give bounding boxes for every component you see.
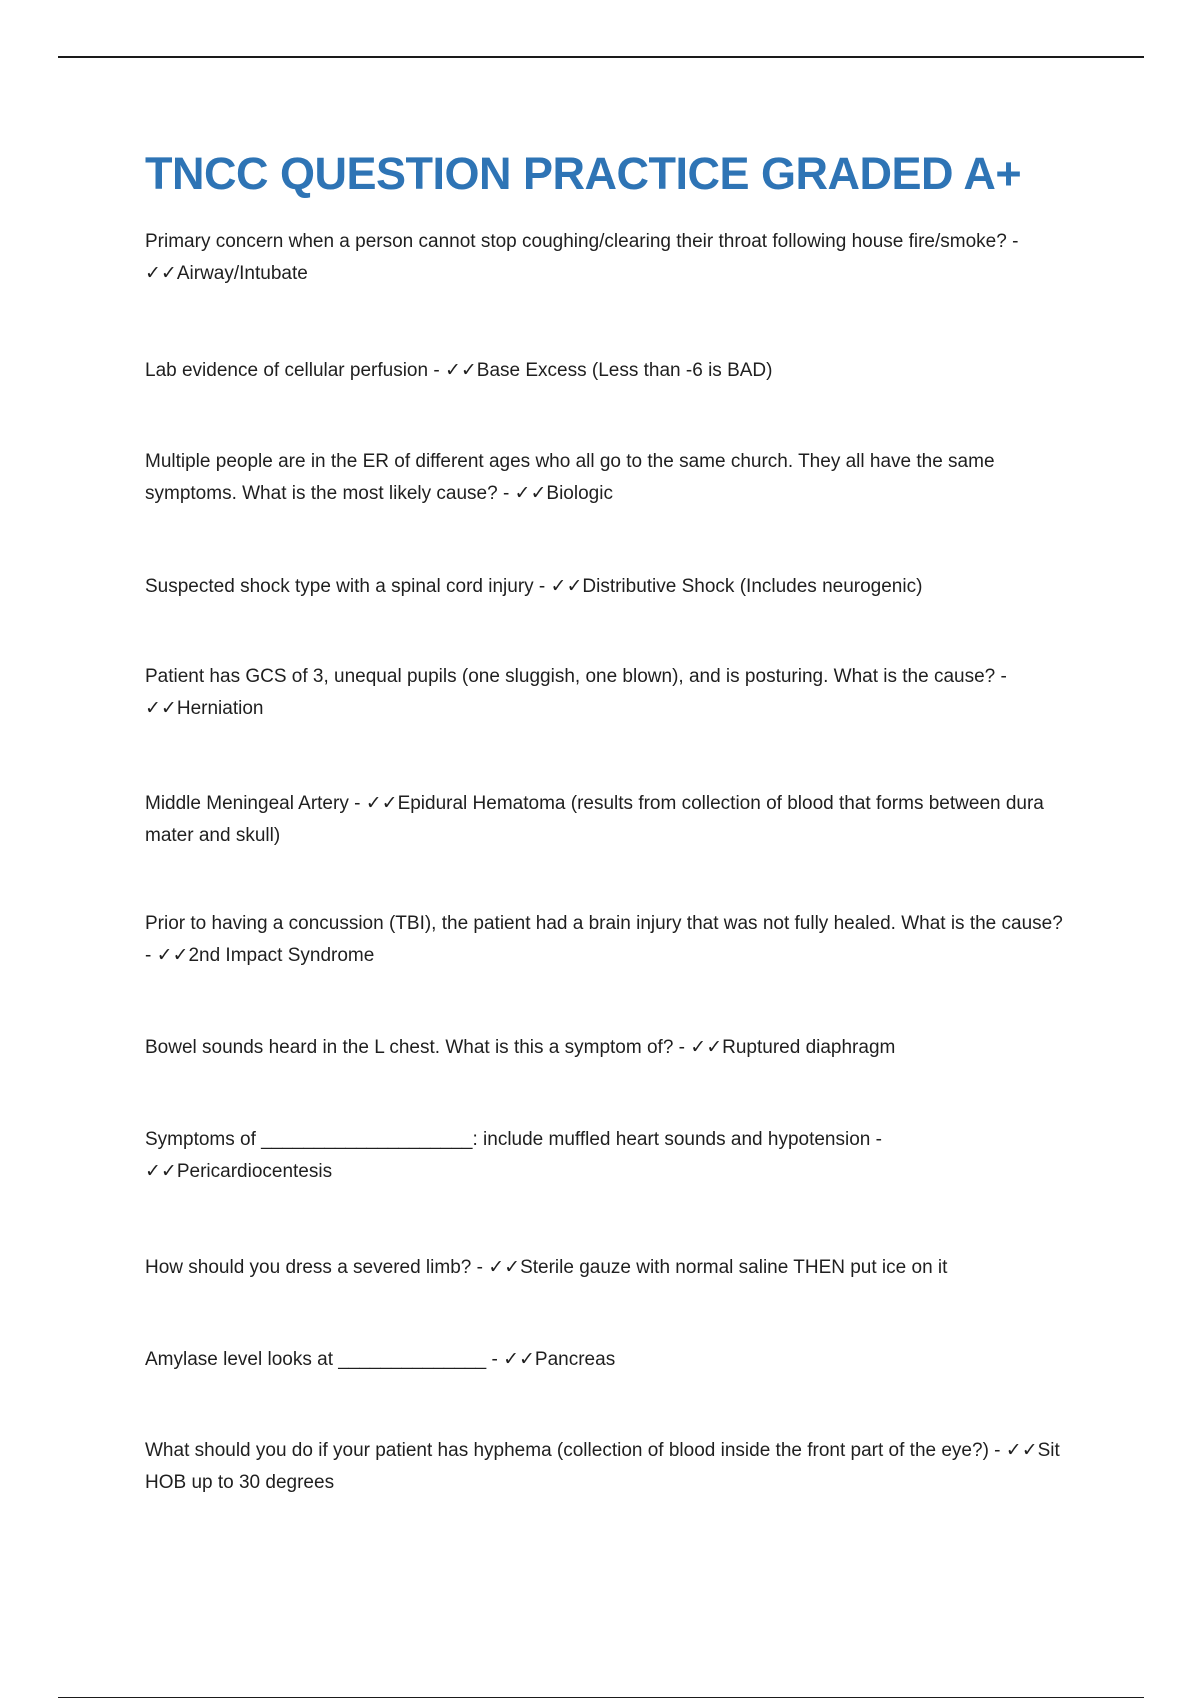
answer-text: Base Excess (Less than -6 is BAD) (476, 360, 773, 381)
top-rule (58, 56, 1144, 58)
qa-item-4 (145, 571, 1065, 603)
qa-item-1 (145, 226, 1065, 290)
question-text: Lab evidence of cellular perfusion - ✓✓ (145, 360, 477, 381)
question-text: Symptoms of ____________________: include muffled heart sounds and hypotension - ✓✓ (145, 1129, 882, 1182)
question-text: What should you do if your patient has hyphema (collection of blood inside the front part of the eye?) - ✓✓ (145, 1440, 1038, 1461)
qa-item-2 (145, 355, 1065, 387)
question-text: Middle Meningeal Artery - ✓✓ (145, 793, 398, 814)
qa-item-5 (145, 661, 1065, 725)
question-text: Suspected shock type with a spinal cord injury - ✓✓ (145, 576, 583, 597)
question-text: Primary concern when a person cannot stop coughing/clearing their throat following house fire/smoke? - ✓✓ (145, 231, 1019, 284)
qa-item-9 (145, 1124, 1065, 1188)
answer-text: Pericardiocentesis (176, 1161, 333, 1182)
qa-item-11 (145, 1344, 1065, 1376)
question-text: Bowel sounds heard in the L chest. What is this a symptom of? - ✓✓ (145, 1037, 723, 1058)
answer-text: Pancreas (534, 1349, 616, 1370)
qa-item-10 (145, 1252, 1065, 1284)
answer-text: Sterile gauze with normal saline THEN put ice on it (520, 1257, 948, 1278)
answer-text: Biologic (546, 483, 613, 504)
document-title: TNCC QUESTION PRACTICE GRADED A+ (145, 148, 1022, 199)
qa-item-6 (145, 788, 1065, 852)
answer-text: Ruptured diaphragm (722, 1037, 896, 1058)
answer-text: Herniation (176, 698, 264, 719)
answer-text: Epidural Hematoma (results from collection of blood that forms between dura mater and skull) (145, 793, 1044, 846)
answer-text: Distributive Shock (Includes neurogenic) (582, 576, 923, 597)
qa-item-7 (145, 908, 1065, 972)
question-text: Prior to having a concussion (TBI), the patient had a brain injury that was not fully healed. What is the cause? - ✓✓ (145, 913, 1063, 966)
qa-item-3 (145, 446, 1065, 510)
qa-item-12 (145, 1435, 1065, 1499)
answer-text: Airway/Intubate (176, 263, 308, 284)
qa-item-8 (145, 1032, 1065, 1064)
question-text: Amylase level looks at ______________ - ✓✓ (145, 1349, 535, 1370)
bottom-rule (58, 1697, 1144, 1698)
question-text: How should you dress a severed limb? - ✓✓ (145, 1257, 521, 1278)
question-text: Multiple people are in the ER of different ages who all go to the same church. They all have the same symptoms. What is the most likely cause? - ✓✓ (145, 451, 995, 504)
answer-text: 2nd Impact Syndrome (188, 945, 375, 966)
answer-text: Sit HOB up to 30 degrees (145, 1440, 1060, 1493)
question-text: Patient has GCS of 3, unequal pupils (one sluggish, one blown), and is posturing. What is the cause? - ✓✓ (145, 666, 1007, 719)
